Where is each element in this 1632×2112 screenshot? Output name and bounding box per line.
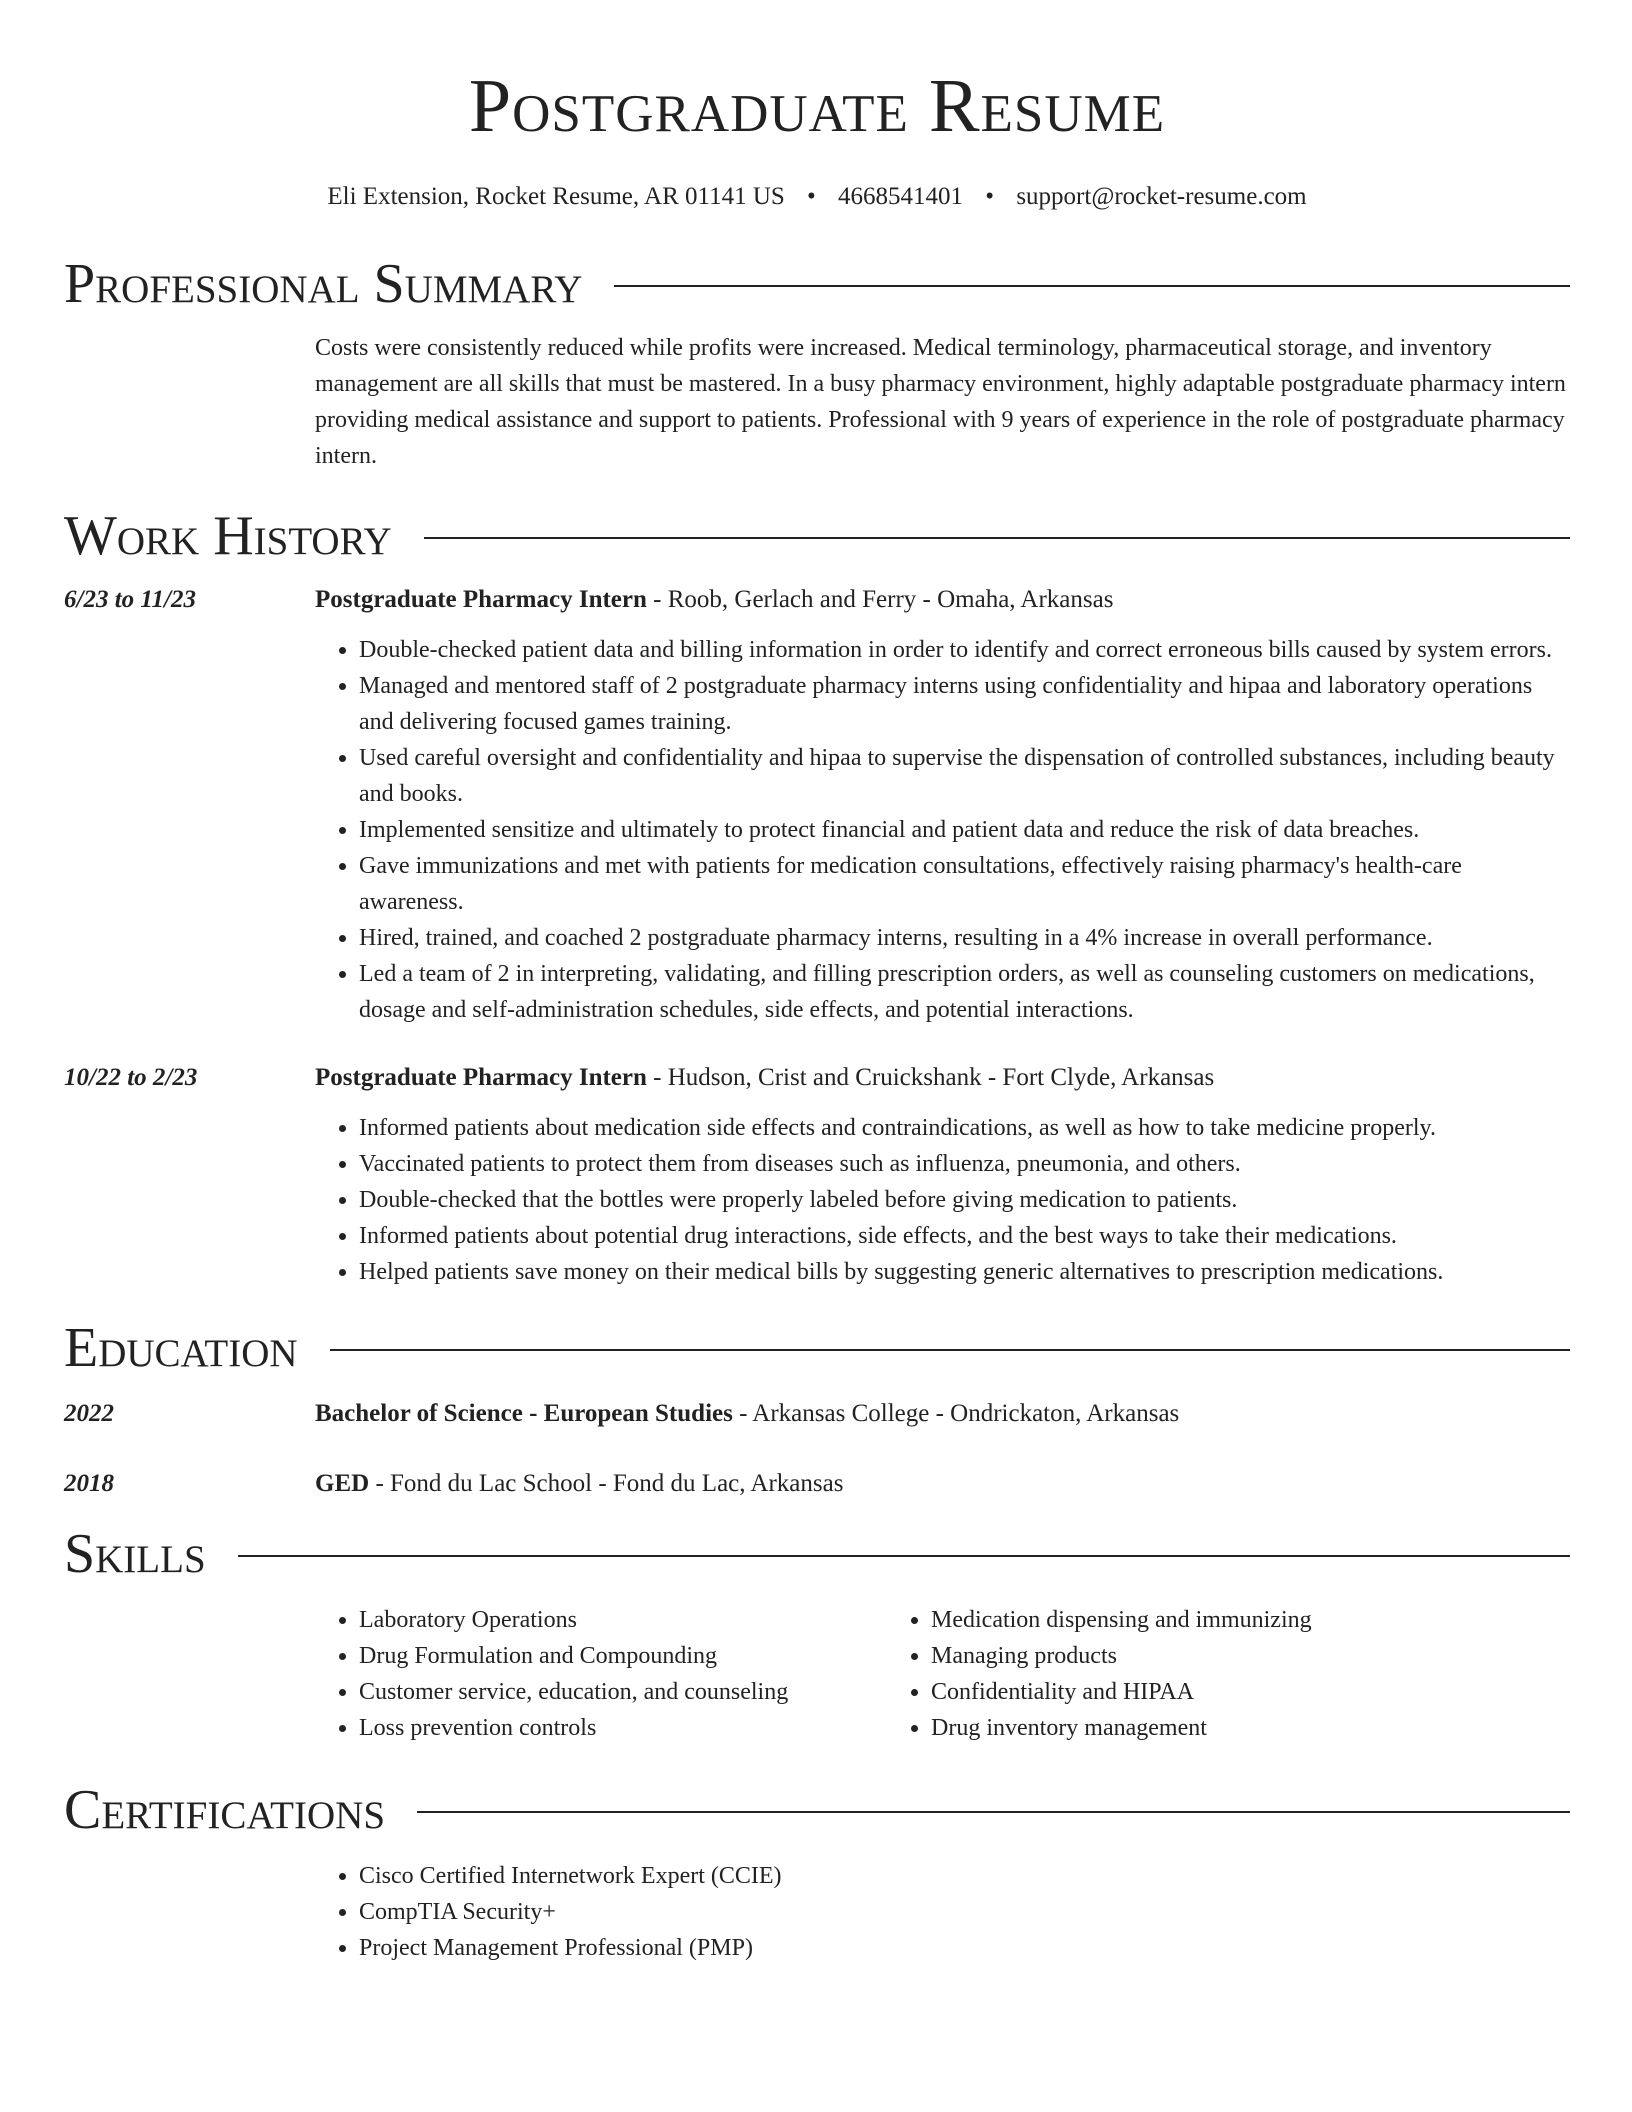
section-divider — [424, 537, 1570, 539]
education-date: 2022 — [64, 1400, 114, 1427]
list-item: • Gave immunizations and met with patients for medication consultations, effectively raising pharmacy's health-care awareness. — [359, 848, 1570, 920]
list-item: • Drug Formulation and Compounding — [359, 1638, 887, 1674]
summary-text: Costs were consistently reduced while profits were increased. Medical terminology, pharmaceutical storage, and inventory management are all skills that must be mastered. In a busy pharmacy environment, highly adaptable postgraduate pharmacy intern providing medical assistance and support to patients. Professional with 9 years of experience in the role of postgraduate pharmacy intern. — [315, 335, 1566, 469]
job-date: 10/22 to 2/23 — [64, 1064, 198, 1091]
list-item: • Double-checked that the bottles were properly labeled before giving medication to patients. — [359, 1182, 1570, 1218]
list-item: • Hired, trained, and coached 2 postgraduate pharmacy interns, resulting in a 4% increase in overall performance. — [359, 920, 1570, 956]
skills-column-right — [887, 1602, 1459, 1746]
skills-grid — [315, 1602, 1570, 1746]
job-bullets — [315, 1110, 1570, 1290]
list-item: • Laboratory Operations — [359, 1602, 887, 1638]
section-title: Work History — [64, 505, 392, 567]
section-header-skills — [64, 1522, 1570, 1586]
job-date: 6/23 to 11/23 — [64, 586, 196, 613]
section-title: Education — [64, 1317, 298, 1379]
contact-separator: • — [807, 183, 816, 210]
list-item: • Informed patients about medication side effects and contraindications, as well as how to take medicine properly. — [359, 1110, 1570, 1146]
list-item: • Loss prevention controls — [359, 1710, 887, 1746]
contact-phone: 4668541401 — [838, 183, 964, 210]
section-divider — [330, 1349, 1570, 1351]
list-item: • Confidentiality and HIPAA — [931, 1674, 1459, 1710]
list-item: • Led a team of 2 in interpreting, validating, and filling prescription orders, as well as counseling customers on medications, dosage and self-administration schedules, side effects, and potential interactions. — [359, 956, 1570, 1028]
job-detail — [315, 1060, 1570, 1290]
job-detail — [315, 582, 1570, 1028]
list-item: • Implemented sensitize and ultimately to protect financial and patient data and reduce the risk of data breaches. — [359, 812, 1570, 848]
skills-column-left — [315, 1602, 887, 1746]
list-item: • Used careful oversight and confidentiality and hipaa to supervise the dispensation of controlled substances, including beauty and books. — [359, 740, 1570, 812]
resume-name: Postgraduate Resume — [468, 64, 1166, 148]
section-title: Skills — [64, 1523, 206, 1585]
section-header-certifications — [64, 1778, 1570, 1842]
section-divider — [238, 1555, 1570, 1557]
job-entry — [64, 582, 1570, 1028]
contact-email: support@rocket-resume.com — [1016, 183, 1307, 210]
section-header-education — [64, 1316, 1570, 1380]
school-info: - Fond du Lac School - Fond du Lac, Arkansas — [369, 1470, 844, 1497]
list-item: • Vaccinated patients to protect them from diseases such as influenza, pneumonia, and others. — [359, 1146, 1570, 1182]
school-info: - Arkansas College - Ondrickaton, Arkansas — [732, 1400, 1180, 1427]
list-item: • Managing products — [931, 1638, 1459, 1674]
list-item: • Cisco Certified Internetwork Expert (CCIE) — [359, 1858, 1570, 1894]
list-item: • Informed patients about potential drug interactions, side effects, and the best ways to take their medications. — [359, 1218, 1570, 1254]
section-title: Professional Summary — [64, 253, 583, 315]
job-entry — [64, 1060, 1570, 1290]
job-employer: - Roob, Gerlach and Ferry - Omaha, Arkansas — [646, 586, 1114, 613]
list-item: • Project Management Professional (PMP) — [359, 1930, 1570, 1966]
list-item: • Medication dispensing and immunizing — [931, 1602, 1459, 1638]
list-item: • Double-checked patient data and billing information in order to identify and correct erroneous bills caused by system errors. — [359, 632, 1570, 668]
section-title: Certifications — [64, 1779, 386, 1841]
education-entry — [64, 1466, 1570, 1502]
certifications-list — [315, 1858, 1570, 1966]
list-item: • Drug inventory management — [931, 1710, 1459, 1746]
certifications-list-wrap — [315, 1858, 1570, 1966]
list-item: • CompTIA Security+ — [359, 1894, 1570, 1930]
contact-line — [64, 182, 1570, 212]
education-detail — [315, 1396, 1570, 1432]
section-header-work-history — [64, 504, 1570, 568]
list-item: • Helped patients save money on their medical bills by suggesting generic alternatives to prescription medications. — [359, 1254, 1570, 1290]
degree-title: GED — [315, 1470, 370, 1497]
job-bullets — [315, 632, 1570, 1028]
contact-address: Eli Extension, Rocket Resume, AR 01141 US — [327, 183, 785, 210]
contact-separator: • — [985, 183, 995, 210]
education-detail — [315, 1466, 1570, 1502]
section-divider — [614, 285, 1570, 287]
job-title-line — [315, 1060, 1570, 1096]
degree-title: Bachelor of Science - European Studies — [315, 1400, 733, 1427]
job-employer: - Hudson, Crist and Cruickshank - Fort Clyde, Arkansas — [646, 1064, 1215, 1091]
list-item: • Customer service, education, and counseling — [359, 1674, 887, 1710]
job-title: Postgraduate Pharmacy Intern — [315, 586, 647, 613]
job-title-line — [315, 582, 1570, 618]
education-date: 2018 — [64, 1470, 114, 1497]
section-header-summary — [64, 252, 1570, 316]
list-item: • Managed and mentored staff of 2 postgraduate pharmacy interns using confidentiality and hipaa and laboratory operations and delivering focused games training. — [359, 668, 1570, 740]
job-title: Postgraduate Pharmacy Intern — [315, 1064, 647, 1091]
section-divider — [417, 1811, 1570, 1813]
education-entry — [64, 1396, 1570, 1432]
